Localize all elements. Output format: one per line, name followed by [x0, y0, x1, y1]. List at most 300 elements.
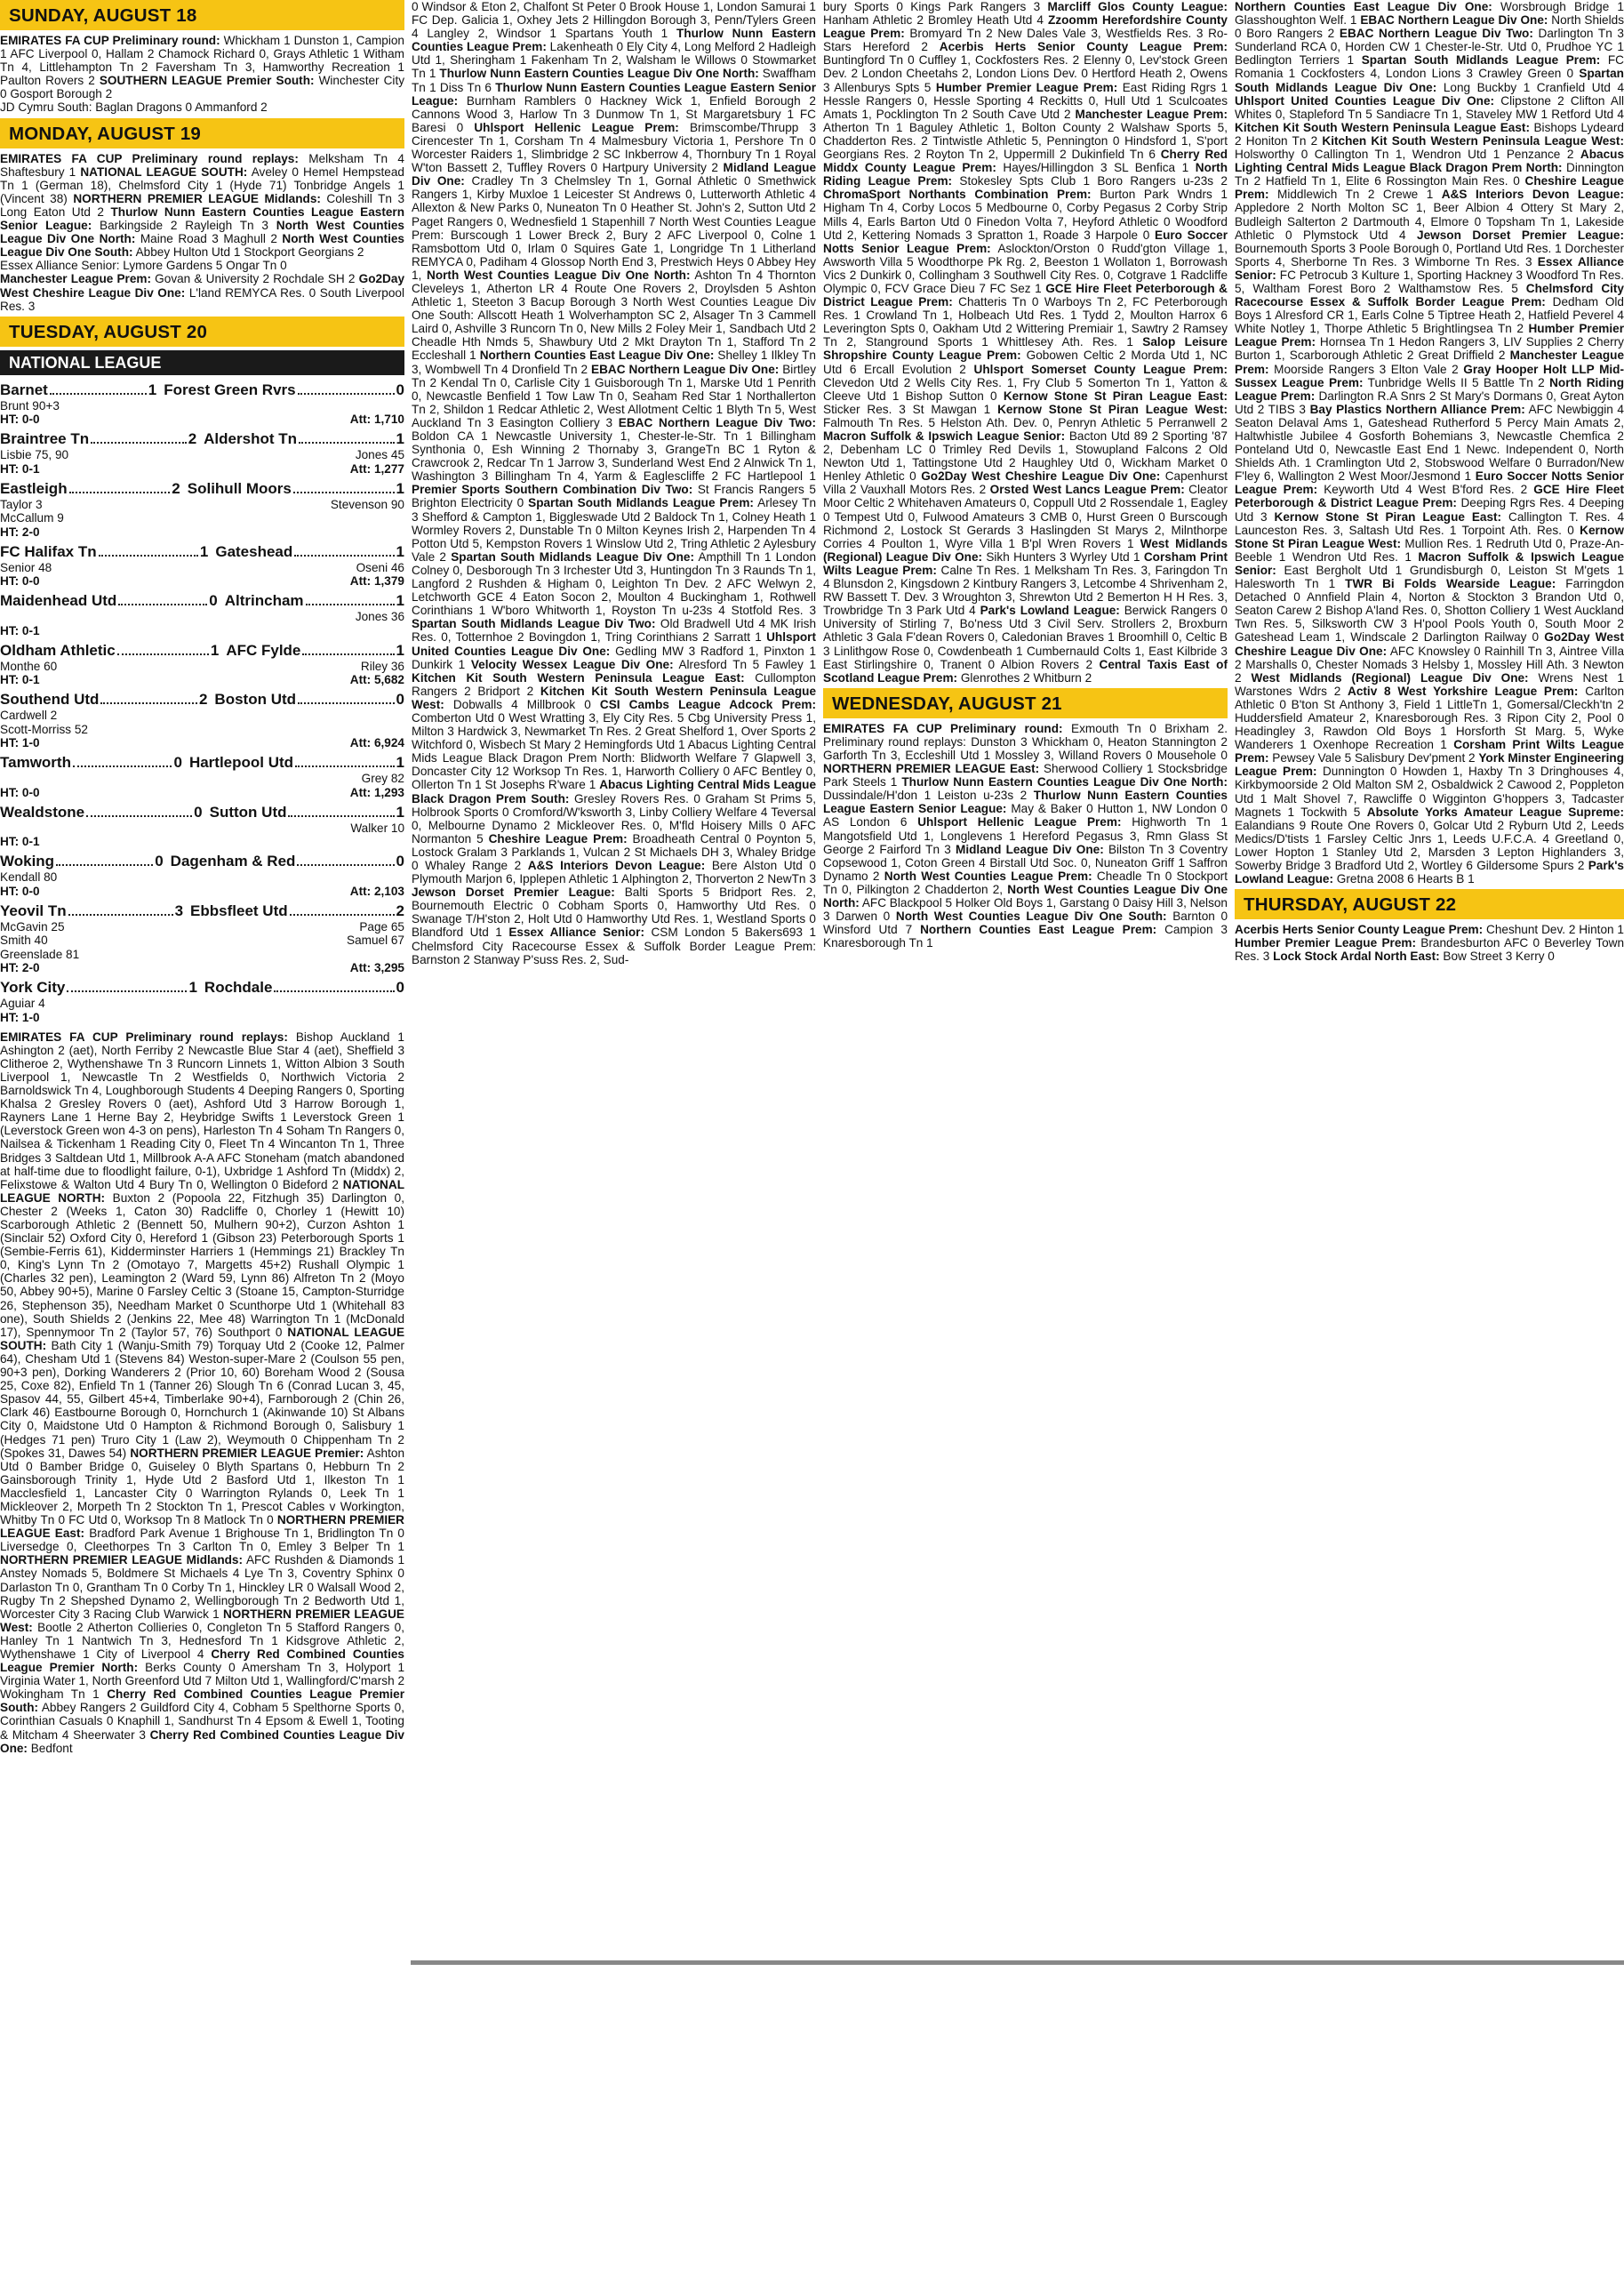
league-name: Cherry Red Combined Counties League Premier South: [0, 1687, 404, 1715]
away-scorer: Stevenson 90 [330, 497, 404, 511]
leader-dots [67, 978, 187, 992]
result-text: St Francis Rangers 5 Brighton Electricity 0 [412, 483, 816, 510]
match-score-line [0, 429, 404, 448]
home-team: FC Halifax Tn [0, 542, 97, 560]
result-text: Berwick Rangers 0 University of Stirling 7, Bo'ness Utd 3 Civil Serv. Strollers 2, Broxburn Athletic 3 Gala F'dean Rovers 0, Caledonian Braves 1 Broomhill 0, Celtic B 3 Linlithgow Rose 0, Cowdenbeath 1 Cumbernauld Colts 1, East Kilbride 3 East Stirlingshire 0, Tranent 0 Albion Rovers 2 [823, 604, 1228, 671]
away-scorer: Grey 82 [361, 772, 404, 786]
league-name: Central Taxis East of Scotland League Prem: [823, 657, 1228, 685]
leader-dots [306, 591, 395, 605]
scorers-line [0, 934, 404, 948]
away-team: Gateshead [215, 542, 293, 560]
result-text: Farringdon Detached 0 Annfield Plain 4, Norton & Stockton 3 Brandon Utd 0, Seaton Carew 2 Bishop A'land Res. 0, Shotton Colliery 1 West Auckland Twn Res. 5, Silksworth CW 3 H'pool Pools Youth 0, South Moor 2 Gateshead Leam 1, Windscale 2 Darlington Railway 0 [1235, 577, 1624, 645]
home-team: Tamworth [0, 754, 71, 772]
away-score: 0 [396, 381, 404, 398]
league-name: ChromaSport Northants Combination Prem: [823, 188, 1092, 202]
result-text: Mullion Res. 1 Redruth Utd 0, Praze-An-Beeble 1 Wendron Utd Res. 1 [1235, 536, 1624, 564]
league-name: Marcliff Glos County League: [1047, 0, 1228, 13]
league-name: NORTHERN PREMIER LEAGUE Premier: [130, 1446, 364, 1460]
away-team: Solihull Moors [187, 479, 292, 497]
league-name: Abacus Lighting Central Mids League Black Dragon Prem South: [412, 778, 816, 805]
league-name: NORTHERN PREMIER LEAGUE East: [0, 1513, 404, 1541]
result-text: Falmouth Tn Res. 5 Helston Ath. Dev. 0, Penryn Athletic 5 Perranwell 2 [823, 415, 1228, 429]
result-text: Holsworthy 0 Callington Tn 1, Wendron Utd 1 Penzance 2 [1235, 148, 1574, 162]
league-name: NORTHERN PREMIER LEAGUE East: [823, 762, 1040, 776]
home-scorer: Cardwell 2 [0, 709, 58, 723]
leader-dots [293, 479, 395, 493]
results-paragraph [823, 0, 1228, 685]
league-name: Essex Alliance Senior: [508, 926, 645, 940]
league-name: Kernow Stone St Piran League East: [1003, 389, 1228, 403]
league-name: Essex Alliance Senior: [1235, 254, 1624, 282]
league-name: Cherry Red Combined Counties League Div One: [0, 1727, 404, 1755]
league-name: NORTHERN PREMIER LEAGUE Midlands: [0, 1553, 244, 1567]
result-text: Brimscombe/Thrupp 3 Cirencester Tn 1, Corsham Tn 4 Malmesbury Victoria 1, Pershore Tn 0 Worcester Raiders 1, Slimbridge 2 SC Inkberrow 4, Thornbury Tn 1 Royal W'ton Bassett 2, Tuffley Rovers 0 Hartpury University 2 [412, 120, 816, 175]
home-scorer: Greenslade 81 [0, 947, 80, 961]
halftime-line [0, 624, 404, 638]
match-score-line [0, 381, 404, 399]
league-name: EBAC Northern League Div One: [1360, 13, 1548, 28]
away-score: 1 [396, 754, 404, 772]
away-score: 1 [396, 803, 404, 821]
league-name: Gray Hooper Holt LLP Mid-Sussex League Prem: [1235, 362, 1624, 389]
match-score-line [0, 753, 404, 772]
league-name: Euro Soccer Notts Senior League Prem: [823, 228, 1228, 255]
halftime-line [0, 462, 404, 477]
league-name: Velocity Wessex League Div One: [470, 657, 674, 671]
home-team: Oldham Athletic [0, 641, 116, 659]
league-name: Abacus Lighting Central Mids League Black Dragon Prem North: [1235, 148, 1624, 175]
result-text: Cleator Moor Celtic 2 Whitehaven Amateurs 0, Coppull Utd 2 Rossendale 1, Eagley 0 Tempest Utd 0, Fulwood Amateurs 3 CMB 0, Hurst Green 0 Burscough Richmond 2, Lostock St Gerards 3 Haslingden St Marys 2, Milnthorpe Corries 4 Poulton 1, Wyre Villa 1 B'pl Wren Rovers 1 [823, 483, 1228, 550]
league-name: Euro Soccer Notts Senior League Prem: [1235, 469, 1624, 497]
league-name: Bay Plastics Northern Alliance Prem: [1309, 402, 1525, 416]
league-name: Corsham Print Wilts League Prem: [1235, 738, 1624, 765]
home-scorer: Brunt 90+3 [0, 398, 60, 413]
result-text: Arlesey Tn 3 Shefford & Campton 1, Biggleswade Utd 2 Baldock Tn 1, Colney Heath 1 Wormley Rovers 2, Dunstable Tn 0 Milton Keynes Irish 2, Harpenden Tn 4 Potton Utd 5, Kempston Rovers 1 Winslow Utd 2, Tring Athletic 2 Aylesbury Vale 2 [412, 496, 816, 564]
result-text: Balti Sports 5 Bridport Res. 2, Bournemouth Electric 0 Cobham Sports 0, Hamworthy Utd Res. 0 Swanage T/H'ston 2, Holt Utd 0 Hamworthy Utd Res. 1, Westland Sports 0 Blandford Utd 1 [412, 886, 816, 940]
day-header-tuesday: TUESDAY, AUGUST 20 [0, 317, 404, 347]
result-text: Ashton Tn 4 Thornton Cleveleys 1, Atherton LR 4 Route One Rovers 2, Droylsden 5 Ashton Athletic 1, Steeton 3 Bacup Borough 3 North West Counties League Div One South: Allscott Heath 1 Wolverhampton SC 2, Alsager Tn 3 Cammell Laird 0, Ashville 3 Runcorn Tn 0, New Mills 2 Foley Meir 1, Sandbach Utd 2 Cheadle Hth Nmds 5, Shawbury Utd 2 Mkt Drayton Tn 1, Stafford Tn 2 Eccleshall 1 [412, 268, 816, 363]
result-text: Darlington R.A Snrs 2 St Mary's Dormans 0, Great Ayton Utd 2 TIBS 3 [1235, 389, 1624, 416]
result-text: 0 Windsor & Eton 2, Chalfont St Peter 0 Brook House 1, London Samurai 1 FC Dep. Galicia 1, Oxhey Jets 2 Hillingdon Borough 3, Penn/Tylers Green 4 Langley 2, Windsor 1 Spartans Youth 1 [412, 0, 816, 41]
league-name: Kernow Stone St Piran League East: [1274, 509, 1502, 524]
home-team: York City [0, 979, 66, 997]
day-header-thursday: THURSDAY, AUGUST 22 [1235, 889, 1624, 919]
league-name: Cheshire League Prem: [488, 831, 628, 845]
result-text: Cullompton Rangers 2 Bridport 2 [412, 670, 816, 698]
league-name: Corsham Print Wilts League Prem: [823, 549, 1228, 577]
leader-dots [294, 542, 394, 557]
home-scorer: Smith 40 [0, 934, 48, 948]
away-scorer: Walker 10 [350, 821, 404, 835]
league-name: Midland League Div One: [412, 161, 816, 188]
attendance: Att: 1,379 [349, 574, 404, 589]
home-scorer: Scott-Morriss 52 [0, 722, 88, 736]
result-text: Pewsey Vale 5 Salisbury Dev'pment 2 [1268, 751, 1476, 765]
result-text: Gretna 2008 6 Hearts B 1 [1333, 872, 1475, 886]
leader-dots [298, 381, 395, 395]
away-scorer: Jones 45 [355, 448, 404, 462]
result-text: Bedfont [27, 1741, 73, 1755]
league-name: Northern Counties East League Div One: [1235, 0, 1492, 13]
result-text: Atherton Tn 1 Baguley Athletic 1, Bolton County 2 Walshaw Sports 5, Chadderton Res. 2 Tintwistle Athletic 5, Pennington 0 Hindsford 1, S'port Georgians Res. 2 Royton Tn 2, Uppermill 2 Dukinfield Tn 6 [823, 120, 1228, 162]
result-text: Keyworth Utd 4 West B'ford Res. 2 [1317, 483, 1528, 497]
result-text: Hornsea Tn 1 Hedon Rangers 3, LIV Supplies 2 Cherry Burton 1, Scarborough Athletic 2 Great Driffield 2 [1235, 335, 1624, 363]
league-name: Go2Day West Cheshire League Div One: [921, 469, 1161, 484]
halftime-score: HT: 1-0 [0, 1010, 40, 1024]
league-name: Chelmsford City Racecourse Essex & Suffolk Border League Prem: [1235, 281, 1624, 309]
result-text: Sticker Res. 3 St Mawgan 1 [823, 402, 991, 416]
scorers-line [0, 448, 404, 462]
league-name: Jewson Dorset Premier League: [1417, 228, 1624, 242]
halftime-score: HT: 0-1 [0, 623, 40, 637]
result-text: Alresford Tn 5 Fawley 1 [673, 657, 816, 671]
league-name: Manchester League Prem: [1075, 107, 1228, 121]
league-name: Macron Suffolk & Ipswich League Senior: [1235, 549, 1624, 577]
scorers-line [0, 610, 404, 624]
result-text: Burnham Ramblers 0 Hackney Wick 1, Enfield Borough 2 Cannons Wood 3, Harlow Tn 3 Dunmow Tn 1, St Margaretsbury 1 FC Baresi 0 [412, 93, 816, 134]
scorers-line [0, 709, 404, 723]
result-text: Sherwood Colliery 1 Stocksbridge Park Steels 1 [823, 762, 1228, 789]
league-name: Uhlsport Hellenic League Prem: [474, 120, 679, 134]
halftime-line [0, 1011, 404, 1025]
league-name: Park's Lowland League: [1235, 859, 1624, 886]
leader-dots [117, 641, 209, 655]
away-scorer: Samuel 67 [347, 934, 404, 948]
attendance: Att: 2,103 [349, 884, 404, 898]
halftime-score: HT: 0-0 [0, 413, 40, 427]
result-text: FC Petrocub 3 Kulture 1, Sporting Hackney 3 Woodford Tn Res. 5, Waltham Forest Boro 2 Walthamstow Res. 5 [1235, 268, 1624, 295]
result-text: Buntingford Tn 0 Cuffley 1, Cockfosters Res. 2 Elenny 0, Lev'stock Green Dev. 2 London Cheetahs 2, London Lions Dev. 0 Hertford Heath 2, Owens 3 Allenburys Spts 5 [823, 53, 1228, 94]
results-paragraph [412, 0, 816, 966]
scorers-line [0, 561, 404, 575]
home-score: 1 [148, 381, 157, 398]
halftime-line [0, 786, 404, 800]
away-team: Altrincham [224, 592, 304, 610]
result-text: AFC Blackpool 5 Holker Old Boys 1, Garstang 0 Daisy Hill 3, Nelson 3 Darwen 0 [823, 896, 1228, 924]
column-1 [0, 0, 404, 2276]
leader-dots [68, 902, 173, 916]
leader-dots [302, 641, 394, 655]
halftime-line [0, 835, 404, 849]
leader-dots [288, 803, 394, 817]
home-score: 2 [188, 430, 197, 448]
result-text: Callington T. Res. 4 Launceston Res. 3, Saltash Utd Res. 1 Torpoint Ath. Res. 0 [1235, 509, 1624, 537]
leader-dots [290, 902, 395, 916]
league-name: Cherry Red Combined Counties League Premier North: [0, 1647, 404, 1675]
halftime-line [0, 525, 404, 540]
league-name: EMIRATES FA CUP Preliminary round: [823, 721, 1063, 735]
home-score: 0 [209, 592, 218, 610]
result-text: Glenrothes 2 Whitburn 2 [957, 670, 1092, 685]
result-text: Shelley 1 Ilkley Tn 3, Wombwell Tn 4 Dronfield Tn 2 [412, 349, 816, 376]
league-name: York Minster Engineering League Prem: [1235, 751, 1624, 779]
home-scorer: Monthe 60 [0, 659, 58, 673]
home-score: 1 [210, 641, 220, 659]
result-text: Sikh Hunters 3 Wyrley Utd 1 [982, 549, 1140, 564]
home-team: Barnet [0, 381, 48, 398]
scorers-line [0, 660, 404, 674]
leader-dots [297, 852, 394, 866]
scorers-line [0, 870, 404, 885]
halftime-score: HT: 0-0 [0, 884, 40, 898]
league-name: Uhlsport United Counties League Div One: [412, 630, 816, 658]
match-list [0, 381, 404, 1025]
league-name: Kitchen Kit South Western Peninsula League West: [1322, 133, 1624, 148]
away-score: 1 [396, 430, 404, 448]
halftime-score: HT: 0-1 [0, 835, 40, 849]
league-name: Thurlow Nunn Eastern Counties League Prem: [412, 27, 816, 54]
scorers-line [0, 772, 404, 786]
result-text: Cheshunt Dev. 2 Hinton 1 [1483, 923, 1624, 937]
match-block [0, 591, 404, 638]
league-name: Kernow Stone St Piran League West: [997, 402, 1228, 416]
result-text: Gobowen Celtic 2 Morda Utd 1, NC Utd 6 Ercall Evolution 2 [823, 349, 1228, 376]
result-text: Hanham Athletic 2 Bromley Heath Utd 4 [823, 13, 1044, 28]
league-name: Zzoomm Herefordshire County League Prem: [823, 13, 1228, 41]
home-score: 2 [172, 479, 180, 497]
leader-dots [86, 803, 192, 817]
result-text: Bootle 2 Atherton Collieries 0, Congleton Tn 5 Stafford Rangers 0, Hanley Tn 1 Nantwich Tn 3, Hednesford Tn 1 Kidsgrove Athletic 2, Wythenshawe 1 City of Liverpool 4 [0, 1620, 404, 1661]
match-score-line [0, 591, 404, 610]
attendance: Att: 5,682 [349, 673, 404, 687]
match-block [0, 479, 404, 540]
home-scorer: Taylor 3 [0, 497, 43, 511]
match-score-line [0, 803, 404, 821]
league-name: Acerbis Herts Senior County League Prem: [1235, 923, 1484, 937]
result-text: Abbey Rangers 2 Guildford City 4, Cobham 5 Spelthorne Sports 0, Corinthian Casuals 0 Knaphill 1, Sandhurst Tn 4 Epsom & Ewell 1, Tooting & Mitcham 4 Sheerwater 3 [0, 1701, 404, 1742]
results-paragraph [1235, 923, 1624, 963]
away-scorer: Page 65 [359, 919, 404, 934]
result-text: Chatteris Tn 0 Warboys Tn 2, FC Peterborough Res. 1 Crowland Tn 1, Holbeach Utd Res. 1 Tydd 2, Moulton Harrox 6 Leverington Spts 0, Oakham Utd 2 Wittering Premiair 1, Sawtry 2 Ramsey Tn 2, Stanground Sports 1 Whittlesey Ath. Res. 1 [823, 295, 1228, 349]
league-name: North West Counties League Div One North: [427, 268, 691, 282]
result-text: Bishops Lydeard 2 Honiton Tn 2 [1235, 120, 1624, 148]
match-score-line [0, 978, 404, 997]
league-name: Acerbis Herts Senior County League Prem: [939, 40, 1228, 54]
away-score: 1 [396, 542, 404, 560]
result-text: AFC Newbiggin 4 Seaton Delaval Ams 1, Gateshead Rutherford 5 Percy Main Amats 2, Haltwhistle Jubilee 4 Gosforth Bohemians 3, Newcastle Chemfica 2 Ponteland Utd 0, Newcastle East End 1 Newc. Independent 0, North Shields Ath. 1 Cramlington Utd 2, Stobswood Welfare 0 Burradon/New F'ley 6, Wallington 2 West Moor/Jesmond 1 [1235, 402, 1624, 484]
league-name: Humber Premier League Prem: [935, 80, 1118, 94]
home-score: 0 [155, 853, 164, 870]
column-divider [411, 1960, 1624, 1965]
match-block [0, 753, 404, 800]
column-3 [823, 0, 1228, 1972]
league-name: EBAC Northern League Div Two: [1339, 27, 1533, 41]
result-text: May & Baker 0 Hutton 1, NW London 0 AS London 6 [823, 802, 1228, 829]
away-score: 1 [396, 592, 404, 610]
away-score: 1 [396, 641, 404, 659]
result-text: AFC Knowsley 0 Rainhill Tn 3, Aintree Villa 2 Marshalls 0, Chester Nomads 3 Helsby 1, Mossley Hill Ath. 3 Newton 2 [1235, 644, 1624, 685]
results-paragraph: EMIRATES FA CUP Preliminary round replays: Melksham Tn 4 Shaftesbury 1 NATIONAL LEAGUE SOUTH: Aveley 0 Hemel Hempstead Tn 1 (German 18), Chelmsford City 1 (Hyde 71) Tonbridge Angels 1 (Vincent 38) NORTHERN PREMIER LEAGUE Midlands: Coleshill Tn 3 Long Eaton Utd 2 Thurlow Nunn Eastern Counties League Eastern Senior League: Barkingside 2 Rayleigh Tn 3 North West Counties League Div One North: Maine Road 3 Maghull 2 North West Counties League Div One South: Abbey Hulton Utd 1 Stockport Georgians 2 Essex Alliance Senior: Lymore Gardens 5 Ongar Tn 0 Manchester League Prem: Govan & University 2 Rochdale SH 2 Go2Day West Cheshire League Div One: L'land REMYCA Res. 0 South Liverpool Res. 3 [0, 151, 404, 313]
result-text: Wrens Nest 1 Warstones Wdrs 2 [1235, 670, 1624, 698]
result-text: Bow Street 3 Kerry 0 [1439, 950, 1555, 964]
results-paragraph [1235, 0, 1624, 886]
result-text: Aslockton/Orston 0 Rudd'gton Village 1, Awsworth Villa 5 Woodthorpe Pk Rg. 2, Beeston 1 Wollaton 1, Borrowash Vics 2 Dunkirk 0, Collingham 3 Southwell City Res. 0, Cotgrave 1 Radcliffe Olympic 0, FCV Grace Dieu 7 FC Sez 1 [823, 241, 1228, 295]
home-team: Yeovil Tn [0, 902, 67, 919]
leader-dots [50, 381, 147, 395]
home-team: Woking [0, 853, 55, 870]
league-name: Premier Sports Southern Combination Div Two: [412, 483, 693, 497]
result-text: Dedham Old Boys 1 Alresford CR 1, Earls Colne 5 Tiptree Heath 2, Hatfield Peverel 4 White Notley 1, Thorpe Athletic 5 Brightlingsea Tn 2 [1235, 295, 1624, 336]
scorers-line [0, 948, 404, 962]
home-scorer: McCallum 9 [0, 511, 64, 525]
league-name: Thurlow Nunn Eastern Counties League Div One North: [901, 775, 1228, 789]
scorers-line [0, 498, 404, 512]
result-text: Gedling MW 3 Radford 1, Pinxton 1 Dunkirk 1 [412, 644, 816, 671]
leader-dots [73, 753, 172, 767]
result-text: Comberton Utd 0 West Wratting 3, Ely City Res. 5 Cbg University Press 1, Milton 3 Hardwick 3, Newmarket Tn Res. 2 Great Shelford 1, Over Sports 2 Witchford 0, Wisbech St Mary 2 Hemingfords Utd 1 Abacus Lighting Central Mids League Black Dragon Prem North: Blidworth Welfare 7 Glapwell 3, Doncaster City 12 Worksop Tn Res. 1, Harworth Colliery 0 AFC Bentley 0, Ollerton Tn 1 St Josephs R'ware 1 [412, 710, 816, 792]
leader-dots [298, 690, 395, 704]
home-scorer: Senior 48 [0, 560, 52, 574]
result-text: East Riding Rgrs 1 Hessle Rangers 0, Hessle Sporting 4 Reckitts 0, Hull Utd 1 Sculcoates Amats 1, Pocklington Tn 2 South Cave Utd 2 [823, 80, 1228, 121]
result-text: Hayes/Hillingdon 3 SL Benfica 1 [996, 161, 1189, 175]
home-team: Eastleigh [0, 479, 68, 497]
result-text: Middlewich Tn 2 Crewe 1 [1268, 188, 1434, 202]
league-name: EBAC Northern League Div One: [591, 362, 780, 376]
result-text: Tunbridge Wells II 5 Battle Tn 2 [1363, 375, 1545, 389]
result-text: Boldon CA 1 Newcastle University 1, Chester-le-Str. Tn 1 Billingham Synthonia 0, Esh Winning 2 Thornaby 3, GrangeTn BC 1 Ryton & Crawcrook 2, Redcar Tn 1 Jarrow 3, Sunderland West End 2 Alnwick Tn 1, Washington 3 Billingham Tn 4, Yarm & Eaglescliffe 2 FC Hartlepool 1 [412, 429, 816, 484]
result-text: Darlington Tn 3 Sunderland RCA 0, Horden CW 1 Chester-le-Str. Utd 0, Prudhoe YC 1 Bedlington Terriers 1 [1235, 27, 1624, 68]
away-score: 0 [396, 691, 404, 709]
halftime-line [0, 673, 404, 687]
home-score: 1 [188, 979, 197, 997]
home-score: 1 [199, 542, 209, 560]
away-score: 0 [396, 853, 404, 870]
league-name: Jewson Dorset Premier League: [412, 886, 615, 900]
home-team: Wealdstone [0, 803, 85, 821]
leader-dots [56, 852, 153, 866]
away-score: 1 [396, 479, 404, 497]
match-block [0, 978, 404, 1025]
result-text: Birtley Tn 2 Kendal Tn 0, Carlisle City 1 Guisborough Tn 1, Marske Utd 1 Penrith 0, Newcastle Benfield 1 Tow Law Tn 0, Seaham Red Star 1 Northallerton Tn 2, Shildon 1 Redcar Athletic 2, West Allotment Celtic 1 Blyth Tn 5, West Auckland Tn 3 Easington Colliery 3 [412, 362, 816, 429]
home-scorer: Lisbie 75, 90 [0, 448, 69, 462]
result-text: Moorside Rangers 3 Elton Vale 2 [1268, 362, 1459, 376]
league-name: Spartan South Midlands League Div Two: [412, 617, 656, 631]
league-name: GCE Hire Fleet Peterborough & District League Prem: [823, 281, 1228, 309]
match-score-line [0, 852, 404, 870]
result-text: Lakenheath 0 Ely City 4, Long Melford 2 Hadleigh Utd 1, Sheringham 1 Fakenham Tn 2, Walsham le Willows 0 Stowmarket Tn 1 [412, 40, 816, 81]
match-block [0, 852, 404, 899]
home-team: Braintree Tn [0, 430, 90, 448]
leader-dots [299, 429, 395, 444]
result-text: Bishop Auckland 1 Ashington 2 (aet), North Ferriby 2 Newcastle Blue Star 4 (aet), Sheffield 3 Clitheroe 2, Wythenshawe Tn 3 Runcorn Linnets 1, Witton Albion 3 South Liverpool 1, Newcastle Tn 2 Westfields 0, Northwich Victoria 2 Barnoldswick Tn 4, Loughborough Students 4 Deeping Rangers 0, Sporting Khalsa 2 Gresley Rovers 0 (aet), Ashford Utd 3 Harrow Borough 1, Rayners Lane 1 Herne Bay 2, Heybridge Swifts 1 Leverstock Green 1 (Leverstock Green won 4-3 on pens), Harleston Tn 4 Soham Tn Rangers 0, Nailsea & Tickenham 1 Reading City 0, Fleet Tn 4 Wincanton Tn 1, Three Bridges 3 Saltdean Utd 1, Millbrook A-A AFC Stoneham (match abandoned at half-time due to floodlight failure, 0-1), Uxbridge 1 Ashford Tn (Middx) 2, Felixstowe & Walton Utd 4 Bury Tn 0, Wellington 0 Bideford 2 [0, 1030, 404, 1191]
attendance: Att: 1,293 [349, 785, 404, 799]
league-name: Go2Day West Cheshire League Div One: [1235, 630, 1624, 658]
league-name: Northern Counties East League Div One: [479, 349, 715, 363]
league-name: Humber Premier League Prem: [1235, 322, 1624, 349]
column-4 [1235, 0, 1624, 1972]
match-score-line [0, 479, 404, 498]
match-score-line [0, 690, 404, 709]
league-name: Spartan South Midlands League Prem: [528, 496, 754, 510]
result-text: Dinnington Tn 2 Hatfield Tn 1, Elite 6 Rossington Main Res. 0 [1235, 161, 1624, 188]
result-text: Ashton Utd 0 Bamber Bridge 0, Guiseley 0 Blyth Spartans 0, Hebburn Tn 2 Gainsborough Trinity 1, Hyde Utd 2 Basford Utd 1, Ilkeston Tn 1 Macclesfield 1, Lancaster City 0 Warrington Rylands 0, Leek Tn 1 Mickleover 2, Morpeth Tn 2 Stockton Tn 1, Prescot Cables v Workington, Whitby Tn 0 FC Utd 0, Worksop Tn 8 Matlock Tn 0 [0, 1446, 404, 1527]
league-name: Cherry Red Middx County League Prem: [823, 148, 1228, 175]
match-block [0, 381, 404, 428]
leader-dots [118, 591, 207, 605]
league-name: Cheshire League Prem: [1235, 174, 1624, 202]
result-text: Barnton 0 Winsford Utd 7 [823, 910, 1228, 937]
league-name: Orsted West Lancs League Prem: [989, 483, 1185, 497]
away-team: Hartlepool Utd [188, 754, 294, 772]
result-text: CSM London 5 Bakers693 1 Chelmsford City Racecourse Essex & Suffolk Border League Prem: Barnston 2 Stanway P'suss Res. 2, Sud- [412, 926, 816, 966]
league-name: Macron Suffolk & Ipswich League Senior: [823, 429, 1066, 443]
attendance: Att: 1,277 [349, 461, 404, 476]
halftime-line [0, 961, 404, 975]
results-paragraph: EMIRATES FA CUP Preliminary round: Whickham 1 Dunston 1, Campion 1 AFC Liverpool 0, Hallam 2 Chamock Richard 0, Grays Athletic 1 Witham Tn 4, Littlehampton Tn 2 Faversham Tn 3, Hamworthy Recreation 1 Paulton Rovers 2 SOUTHERN LEAGUE Premier South: Winchester City 0 Gosport Borough 2 JD Cymru South: Baglan Dragons 0 Ammanford 2 [0, 34, 404, 115]
result-text: Bromyard Tn 2 New Dales Vale 3, Westfields Res. 3 Ro-Stars Hereford 2 [823, 27, 1228, 54]
halftime-score: HT: 0-0 [0, 574, 40, 589]
home-team: Southend Utd [0, 691, 100, 709]
halftime-score: HT: 0-0 [0, 785, 40, 799]
result-text: Brandesburton AFC 0 Beverley Town Res. 3 [1235, 936, 1624, 964]
result-text: Buxton 2 (Popoola 22, Fitzhugh 35) Darlington 0, Chester 2 (Weeks 1, Caton 30) Radcliffe 0, Chorley 1 (Hewitt 10) Scarborough Athletic 2 (Bennett 50, Mulhern 90+2), Curzon Ashton 1 (Sinclair 52) Oxford City 0, Hereford 1 (Gibson 23) Peterborough Sports 1 (Sembie-Ferris 61), Kidderminster Harriers 1 (Hemmings 21) Brackley Tn 0, King's Lynn Tn 2 (Omotayo 7, Margetts 45+2) Rushall Olympic 1 (Charles 32 pen), Leamington 2 (Ward 59, Lynn 86) Alfreton Tn 2 (Moyo 50, Abbey 90+5), Marine 0 Farsley Celtic 3 (Stoane 15, Campton-Sturridge 26, Stephenson 35), Needham Market 0 Scunthorpe Utd 1 (Whitehall 83 one), South Shields 2 (Jenkins 22, Mee 48) Warrington Tn 1 (McDonald 17), Spennymoor Tn 2 (Taylor 57, 76) Southport 0 [0, 1190, 404, 1339]
halftime-line [0, 413, 404, 427]
match-score-line [0, 902, 404, 920]
halftime-line [0, 736, 404, 750]
day-header-monday: MONDAY, AUGUST 19 [0, 118, 404, 148]
league-name: Kitchen Kit South Western Peninsula League East: [1235, 120, 1530, 134]
league-name: Thurlow Nunn Eastern Counties League Div One North: [439, 67, 759, 81]
league-name: Kernow Stone St Piran League West: [1235, 523, 1624, 550]
league-name: Spartan South Midlands League Div One: [451, 549, 695, 564]
scorers-line [0, 723, 404, 737]
result-text: Carlton Athletic 0 B'ton St Anthony 3, Field 1 LittleTn 1, Gomersal/Cleckh'tn 2 Huddersfield Amateur 2, Knaresborough Res. 3 Ripon City 2, Pool 0 Headingley 3, Rawdon Old Boys 1 Horsforth St Marg. 5, Wyke Wanderers 1 Oxenhope Recreation 1 [1235, 684, 1624, 752]
scorers-line [0, 511, 404, 525]
result-text: Gresley Rovers Res. 0 Graham St Prims 5, Holbrook Sports 0 Cromford/W'ksworth 3, Linby Colliery Welfare 4 Teversal 0, Melbourne Dynamo 2 Mickleover Res. 0, M'fld Hoisery Mills 0 AFC Normanton 5 [412, 791, 816, 845]
result-text: Bacton Utd 89 2 Sporting '87 2, Debenham LC 0 Trimley Red Devils 1, Stowupland Falcons 2 Old Newton Utd 1, Tattingstone Utd 2 Haughley Utd 0, Wickham Market 0 Henley Athletic 0 [823, 429, 1228, 484]
league-name: Activ 8 West Yorkshire League Prem: [1348, 684, 1579, 698]
league-name: Thurlow Nunn Eastern Counties League Eastern Senior League: [823, 789, 1228, 816]
away-team: Dagenham & Red [170, 853, 296, 870]
scorers-line [0, 399, 404, 413]
home-scorer: McGavin 25 [0, 919, 65, 934]
halftime-score: HT: 2-0 [0, 525, 40, 539]
result-text: Deeping Rgrs Res. 4 Deeping Utd 3 [1235, 496, 1624, 524]
result-text: FC Romania 1 Cockfosters 4, London Lions 3 Crawley Green 0 [1235, 53, 1624, 81]
match-block [0, 542, 404, 589]
away-scorer: Jones 36 [355, 610, 404, 624]
result-text: Campion 3 Knaresborough Tn 1 [823, 923, 1228, 950]
match-score-line [0, 542, 404, 561]
result-text: Appledore 2 North Molton SC 1, Beer Albion 4 Ottery St Mary 2, Budleigh Salterton 2 Dartmouth 4, Elmore 0 Topsham Tn 1, Lakeside Athletic 0 Plymstock Utd 4 [1235, 201, 1624, 242]
result-text: North Shields 0 Boro Rangers 2 [1235, 13, 1624, 41]
league-name: Spartan South Midlands League Prem: [1361, 53, 1601, 68]
result-text: Clipstone 2 Clifton All Whites 0, Stapleford Tn 5 Sandiacre Tn 1, Staveley MW 1 Retford Utd 4 [1235, 93, 1624, 121]
away-team: Boston Utd [214, 691, 297, 709]
league-name: Kitchen Kit South Western Peninsula League West: [412, 684, 816, 711]
home-score: 3 [174, 902, 184, 919]
league-name: NORTHERN PREMIER LEAGUE West: [0, 1607, 404, 1634]
halftime-score: HT: 0-1 [0, 673, 40, 687]
results-paragraph [823, 722, 1228, 950]
away-score: 2 [396, 902, 404, 919]
result-text: Broadheath Central 0 Poynton 5, Lostock Gralam 3 Parklands 1, Vulcan 2 St Michaels DH 3, Whaley Bridge 0 Whaley Range 2 [412, 831, 816, 872]
leader-dots [91, 429, 187, 444]
league-name: Humber Premier League Prem: [1235, 936, 1416, 950]
league-name: North West Counties League Div One South: [895, 910, 1167, 924]
league-name: Park's Lowland League: [980, 604, 1120, 618]
result-text: AFC Rushden & Diamonds 1 Anstey Nomads 5, Boldmere St Michaels 4 Lye Tn 3, Coventry Sphinx 0 Darlaston Tn 0, Grantham Tn 0 Corby Tn 1, Hinckley LR 0 Walsall Wood 2, Rugby Tn 2 Shepshed Dynamo 2, Wellingborough Tn 2 Bedworth Utd 1, Worcester City 3 Racing Club Warwick 1 [0, 1553, 404, 1621]
result-text: Berks County 0 Amersham Tn 3, Holyport 1 Virginia Water 1, North Greenford Utd 7 Milton Utd 1, Wallingford/C'marsh 2 Wokingham Tn 1 [0, 1661, 404, 1702]
away-team: Rochdale [204, 979, 273, 997]
league-name: Uhlsport Somerset County League Prem: [973, 362, 1228, 376]
attendance: Att: 6,924 [349, 736, 404, 750]
league-name: EBAC Northern League Div Two: [618, 415, 816, 429]
scorers-line [0, 821, 404, 836]
result-text: bury Sports 0 Kings Park Rangers 3 [823, 0, 1041, 13]
away-team: Ebbsfleet Utd [190, 902, 288, 919]
result-text: Bournemouth Sports 3 Poole Borough 0, Portland Utd Res. 1 Dorchester Sports 4, Sherborne Tn Res. 3 Wimborne Tn Res. 3 [1235, 241, 1624, 268]
